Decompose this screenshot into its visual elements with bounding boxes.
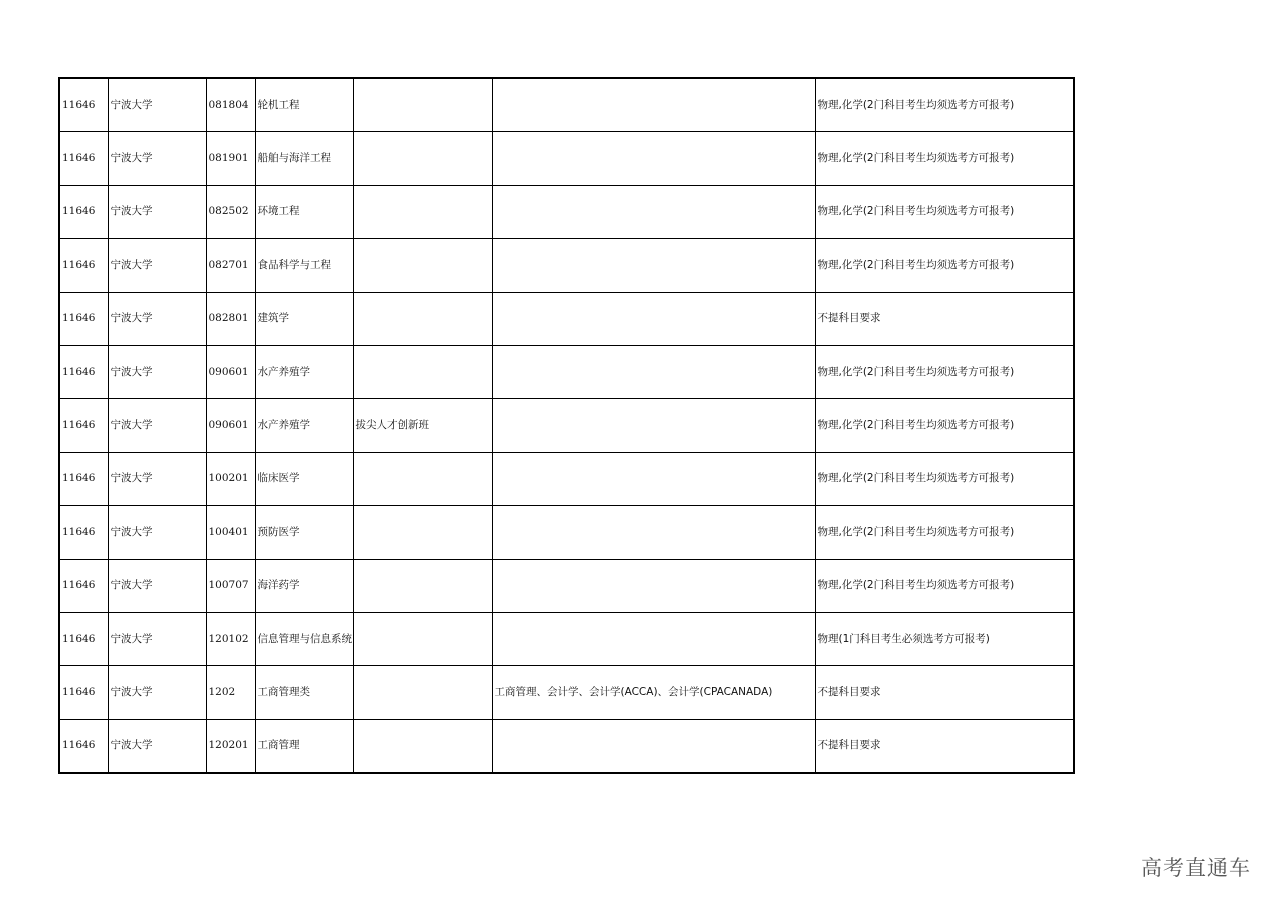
cell-note <box>353 292 492 345</box>
cell-included-majors <box>492 559 815 612</box>
cell-school-name: 宁波大学 <box>108 559 206 612</box>
table-row <box>59 399 1074 452</box>
cell-note <box>353 719 492 773</box>
cell-subject-requirement: 物理,化学(2门科目考生均须选考方可报考) <box>815 452 1074 505</box>
cell-major-name: 信息管理与信息系统 <box>255 612 353 665</box>
watermark-text: 高考直通车 <box>1141 856 1251 880</box>
cell-school-name: 宁波大学 <box>108 399 206 452</box>
table-row <box>59 719 1074 773</box>
cell-included-majors <box>492 506 815 559</box>
cell-school-code: 11646 <box>59 666 108 719</box>
cell-school-code: 11646 <box>59 452 108 505</box>
cell-major-code: 082701 <box>206 239 255 292</box>
cell-included-majors <box>492 612 815 665</box>
cell-subject-requirement: 不提科目要求 <box>815 292 1074 345</box>
cell-school-code: 11646 <box>59 78 108 132</box>
cell-school-name: 宁波大学 <box>108 452 206 505</box>
cell-school-name: 宁波大学 <box>108 185 206 238</box>
cell-school-code: 11646 <box>59 559 108 612</box>
cell-included-majors <box>492 719 815 773</box>
cell-subject-requirement: 物理,化学(2门科目考生均须选考方可报考) <box>815 559 1074 612</box>
cell-school-code: 11646 <box>59 292 108 345</box>
cell-note <box>353 78 492 132</box>
cell-school-code: 11646 <box>59 719 108 773</box>
cell-included-majors <box>492 78 815 132</box>
cell-major-name: 环境工程 <box>255 185 353 238</box>
cell-school-code: 11646 <box>59 239 108 292</box>
cell-included-majors <box>492 185 815 238</box>
cell-major-code: 100201 <box>206 452 255 505</box>
cell-major-name: 临床医学 <box>255 452 353 505</box>
cell-included-majors <box>492 345 815 398</box>
table-body <box>59 78 1074 773</box>
cell-major-name: 水产养殖学 <box>255 399 353 452</box>
cell-major-name: 水产养殖学 <box>255 345 353 398</box>
cell-subject-requirement: 物理,化学(2门科目考生均须选考方可报考) <box>815 345 1074 398</box>
cell-note <box>353 185 492 238</box>
table-row <box>59 452 1074 505</box>
cell-school-name: 宁波大学 <box>108 666 206 719</box>
cell-major-code: 081804 <box>206 78 255 132</box>
cell-school-name: 宁波大学 <box>108 292 206 345</box>
cell-major-code: 082502 <box>206 185 255 238</box>
cell-major-code: 090601 <box>206 399 255 452</box>
cell-school-code: 11646 <box>59 399 108 452</box>
cell-major-name: 工商管理类 <box>255 666 353 719</box>
cell-school-name: 宁波大学 <box>108 719 206 773</box>
admission-requirements-table <box>58 77 1075 774</box>
cell-note <box>353 666 492 719</box>
table-row <box>59 666 1074 719</box>
cell-subject-requirement: 物理(1门科目考生必须选考方可报考) <box>815 612 1074 665</box>
cell-included-majors <box>492 399 815 452</box>
cell-major-name: 食品科学与工程 <box>255 239 353 292</box>
table-row <box>59 185 1074 238</box>
cell-subject-requirement: 物理,化学(2门科目考生均须选考方可报考) <box>815 506 1074 559</box>
cell-school-name: 宁波大学 <box>108 239 206 292</box>
cell-subject-requirement: 物理,化学(2门科目考生均须选考方可报考) <box>815 185 1074 238</box>
cell-major-name: 海洋药学 <box>255 559 353 612</box>
cell-subject-requirement: 物理,化学(2门科目考生均须选考方可报考) <box>815 78 1074 132</box>
cell-included-majors <box>492 452 815 505</box>
cell-major-code: 082801 <box>206 292 255 345</box>
cell-note <box>353 345 492 398</box>
table-row <box>59 612 1074 665</box>
cell-subject-requirement: 不提科目要求 <box>815 719 1074 773</box>
table-row <box>59 559 1074 612</box>
cell-major-name: 预防医学 <box>255 506 353 559</box>
cell-school-name: 宁波大学 <box>108 506 206 559</box>
cell-major-code: 120102 <box>206 612 255 665</box>
cell-school-code: 11646 <box>59 506 108 559</box>
cell-included-majors <box>492 292 815 345</box>
table-row <box>59 345 1074 398</box>
cell-included-majors: 工商管理、会计学、会计学(ACCA)、会计学(CPACANADA) <box>492 666 815 719</box>
cell-major-name: 轮机工程 <box>255 78 353 132</box>
cell-major-name: 建筑学 <box>255 292 353 345</box>
cell-note: 拔尖人才创新班 <box>353 399 492 452</box>
cell-school-name: 宁波大学 <box>108 345 206 398</box>
cell-major-code: 090601 <box>206 345 255 398</box>
table-row <box>59 506 1074 559</box>
cell-note <box>353 452 492 505</box>
cell-major-code: 120201 <box>206 719 255 773</box>
cell-school-code: 11646 <box>59 132 108 185</box>
cell-major-code: 100401 <box>206 506 255 559</box>
table-row <box>59 292 1074 345</box>
cell-note <box>353 239 492 292</box>
cell-note <box>353 506 492 559</box>
cell-note <box>353 559 492 612</box>
cell-school-code: 11646 <box>59 345 108 398</box>
cell-included-majors <box>492 239 815 292</box>
cell-note <box>353 612 492 665</box>
cell-school-name: 宁波大学 <box>108 612 206 665</box>
cell-school-name: 宁波大学 <box>108 78 206 132</box>
cell-major-code: 1202 <box>206 666 255 719</box>
cell-major-code: 081901 <box>206 132 255 185</box>
table-row <box>59 78 1074 132</box>
cell-subject-requirement: 不提科目要求 <box>815 666 1074 719</box>
cell-major-name: 工商管理 <box>255 719 353 773</box>
cell-subject-requirement: 物理,化学(2门科目考生均须选考方可报考) <box>815 132 1074 185</box>
cell-subject-requirement: 物理,化学(2门科目考生均须选考方可报考) <box>815 239 1074 292</box>
cell-school-code: 11646 <box>59 185 108 238</box>
cell-major-code: 100707 <box>206 559 255 612</box>
cell-note <box>353 132 492 185</box>
cell-major-name: 船舶与海洋工程 <box>255 132 353 185</box>
cell-school-code: 11646 <box>59 612 108 665</box>
table-row <box>59 132 1074 185</box>
cell-included-majors <box>492 132 815 185</box>
cell-subject-requirement: 物理,化学(2门科目考生均须选考方可报考) <box>815 399 1074 452</box>
table-row <box>59 239 1074 292</box>
cell-school-name: 宁波大学 <box>108 132 206 185</box>
